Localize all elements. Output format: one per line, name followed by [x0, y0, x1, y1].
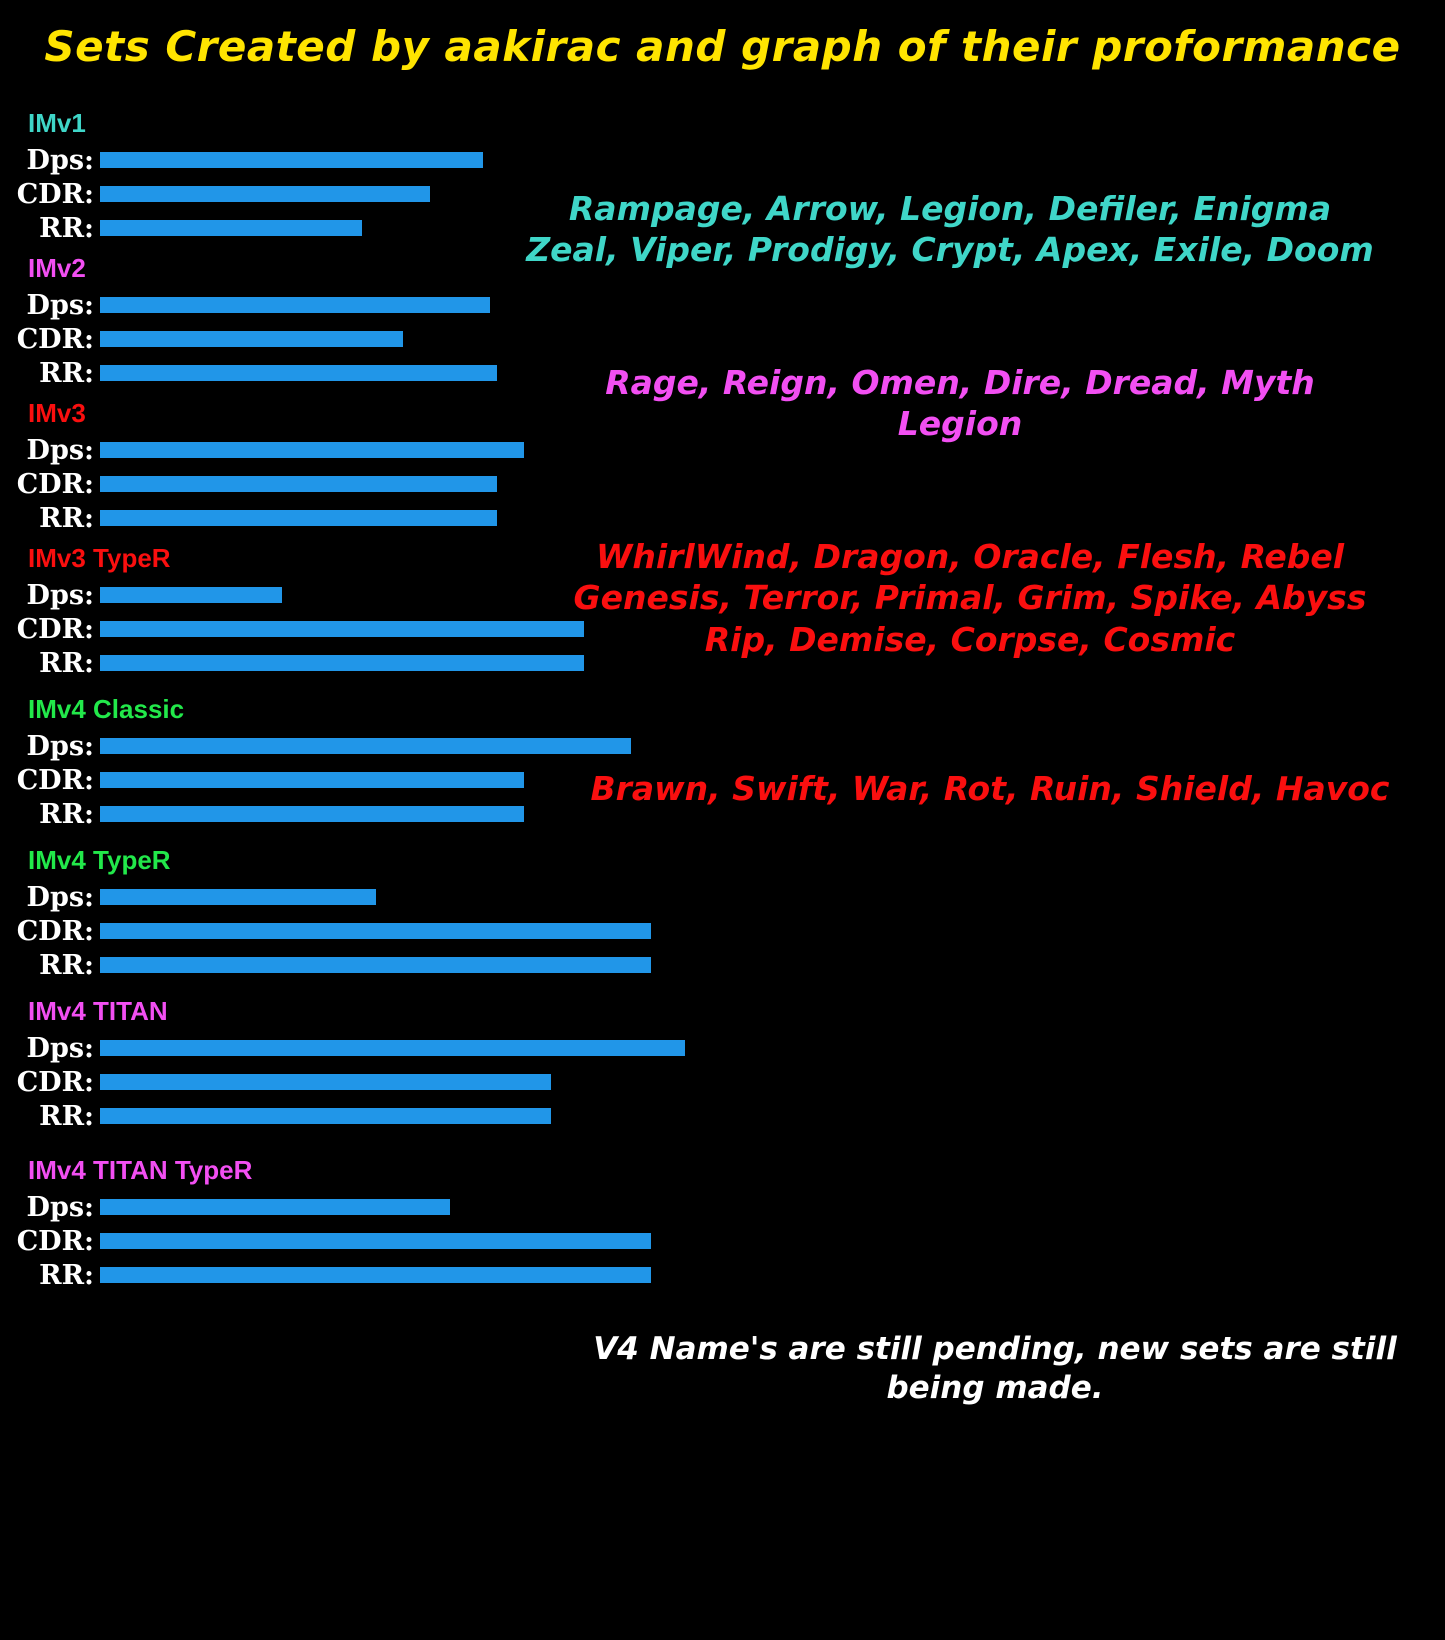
bar-track: [100, 467, 1445, 501]
metric-label-dps: Dps:: [26, 1032, 94, 1064]
bar-imv2-rr: [100, 365, 497, 381]
bar-track: [100, 501, 1445, 535]
metric-label-rr: RR:: [39, 1100, 94, 1132]
metric-label-dps: Dps:: [26, 579, 94, 611]
bar-imv4-typer-rr: [100, 957, 651, 973]
metric-label-dps: Dps:: [26, 144, 94, 176]
bar-imv2-cdr: [100, 331, 403, 347]
annotation-imv1-sets: [500, 188, 1400, 271]
annotation-line: Rip, Demise, Corpse, Cosmic: [704, 619, 1236, 659]
group-imv4-titan-typer: [0, 1155, 1445, 1292]
bar-row-imv2-dps: [0, 288, 1445, 322]
page-title: Sets Created by aakirac and graph of their proformance: [44, 22, 1401, 71]
bar-imv4-titan-typer-rr: [100, 1267, 651, 1283]
metric-label-cdr: CDR:: [16, 323, 94, 355]
annotation-line: Legion: [897, 404, 1023, 444]
annotation-line: WhirlWind, Dragon, Oracle, Flesh, Rebel: [595, 537, 1345, 576]
group-label-imv1: IMv1: [28, 108, 86, 138]
metric-label-rr: RR:: [39, 502, 94, 534]
metric-label-cdr: CDR:: [16, 1225, 94, 1257]
bar-track: [100, 322, 1445, 356]
bar-track: [100, 1224, 1445, 1258]
chart-groups: [0, 108, 1445, 1300]
bar-imv1-rr: [100, 220, 362, 236]
bar-imv4-titan-rr: [100, 1108, 551, 1124]
bar-row-imv4-titan-cdr: [0, 1065, 1445, 1099]
bar-imv3-cdr: [100, 476, 497, 492]
group-imv4-classic: [0, 694, 1445, 831]
bar-imv3-typer-rr: [100, 655, 584, 671]
metric-label-cdr: CDR:: [16, 915, 94, 947]
bar-imv4-titan-dps: [100, 1040, 685, 1056]
metric-label-cdr: CDR:: [16, 613, 94, 645]
group-label-imv3: IMv3: [28, 398, 86, 428]
bar-imv4-classic-cdr: [100, 772, 524, 788]
bar-imv1-dps: [100, 152, 483, 168]
bar-track: [100, 288, 1445, 322]
bar-imv2-dps: [100, 297, 490, 313]
bar-track: [100, 914, 1445, 948]
bar-row-imv3-rr: [0, 501, 1445, 535]
bar-imv3-typer-cdr: [100, 621, 584, 637]
bar-track: [100, 1065, 1445, 1099]
metric-label-rr: RR:: [39, 647, 94, 679]
bar-track: [100, 1031, 1445, 1065]
metric-label-cdr: CDR:: [16, 178, 94, 210]
group-label-imv4-classic: IMv4 Classic: [28, 694, 185, 724]
bar-track: [100, 143, 1445, 177]
bar-track: [100, 1190, 1445, 1224]
bar-row-imv4-titan-typer-dps: [0, 1190, 1445, 1224]
pending-note: V4 Name's are still pending, new sets are still being made.: [593, 1331, 1397, 1406]
bar-row-imv4-typer-cdr: [0, 914, 1445, 948]
annotation-line: Rage, Reign, Omen, Dire, Dread, Myth: [605, 363, 1315, 402]
bar-imv4-titan-typer-dps: [100, 1199, 450, 1215]
annotation-imv3-typer-sets: [560, 768, 1420, 809]
bar-row-imv2-cdr: [0, 322, 1445, 356]
metric-label-cdr: CDR:: [16, 764, 94, 796]
bar-row-imv4-typer-dps: [0, 880, 1445, 914]
metric-label-rr: RR:: [39, 357, 94, 389]
bar-imv4-typer-dps: [100, 889, 376, 905]
annotation-line: Zeal, Viper, Prodigy, Crypt, Apex, Exile, Doom: [526, 230, 1374, 270]
bar-track: [100, 880, 1445, 914]
bar-row-imv4-typer-rr: [0, 948, 1445, 982]
bar-imv1-cdr: [100, 186, 430, 202]
metric-label-rr: RR:: [39, 949, 94, 981]
metric-label-cdr: CDR:: [16, 468, 94, 500]
annotation-line: Rampage, Arrow, Legion, Defiler, Enigma: [568, 189, 1332, 228]
bar-imv3-dps: [100, 442, 524, 458]
metric-label-dps: Dps:: [26, 881, 94, 913]
metric-label-dps: Dps:: [26, 289, 94, 321]
metric-label-cdr: CDR:: [16, 1066, 94, 1098]
group-imv4-titan: [0, 996, 1445, 1133]
bar-imv4-classic-dps: [100, 738, 631, 754]
bar-imv3-rr: [100, 510, 497, 526]
annotation-line: Brawn, Swift, War, Rot, Ruin, Shield, Havoc: [590, 769, 1390, 808]
annotation-imv3-sets: [520, 536, 1420, 660]
bar-row-imv4-titan-dps: [0, 1031, 1445, 1065]
metric-label-dps: Dps:: [26, 434, 94, 466]
metric-label-rr: RR:: [39, 212, 94, 244]
group-imv4-typer: [0, 845, 1445, 982]
bar-imv3-typer-dps: [100, 587, 282, 603]
group-label-imv4-typer: IMv4 TypeR: [28, 845, 171, 875]
metric-label-rr: RR:: [39, 1259, 94, 1291]
group-label-imv2: IMv2: [28, 253, 86, 283]
bar-row-imv3-cdr: [0, 467, 1445, 501]
bar-track: [100, 948, 1445, 982]
bar-row-imv4-titan-rr: [0, 1099, 1445, 1133]
group-label-imv3-typer: IMv3 TypeR: [28, 543, 171, 573]
group-label-imv4-titan: IMv4 TITAN: [28, 996, 168, 1026]
bar-imv4-titan-typer-cdr: [100, 1233, 651, 1249]
bar-imv4-typer-cdr: [100, 923, 651, 939]
bar-row-imv4-classic-dps: [0, 729, 1445, 763]
group-label-imv4-titan-typer: IMv4 TITAN TypeR: [28, 1155, 253, 1185]
bar-track: [100, 1099, 1445, 1133]
bar-row-imv1-dps: [0, 143, 1445, 177]
bar-row-imv4-titan-typer-cdr: [0, 1224, 1445, 1258]
bar-track: [100, 1258, 1445, 1292]
bar-row-imv4-titan-typer-rr: [0, 1258, 1445, 1292]
metric-label-dps: Dps:: [26, 730, 94, 762]
bar-imv4-titan-cdr: [100, 1074, 551, 1090]
annotation-line: Genesis, Terror, Primal, Grim, Spike, Abyss: [573, 578, 1367, 618]
metric-label-rr: RR:: [39, 798, 94, 830]
bar-imv4-classic-rr: [100, 806, 524, 822]
bar-track: [100, 729, 1445, 763]
annotation-imv2-sets: [520, 362, 1400, 445]
metric-label-dps: Dps:: [26, 1191, 94, 1223]
